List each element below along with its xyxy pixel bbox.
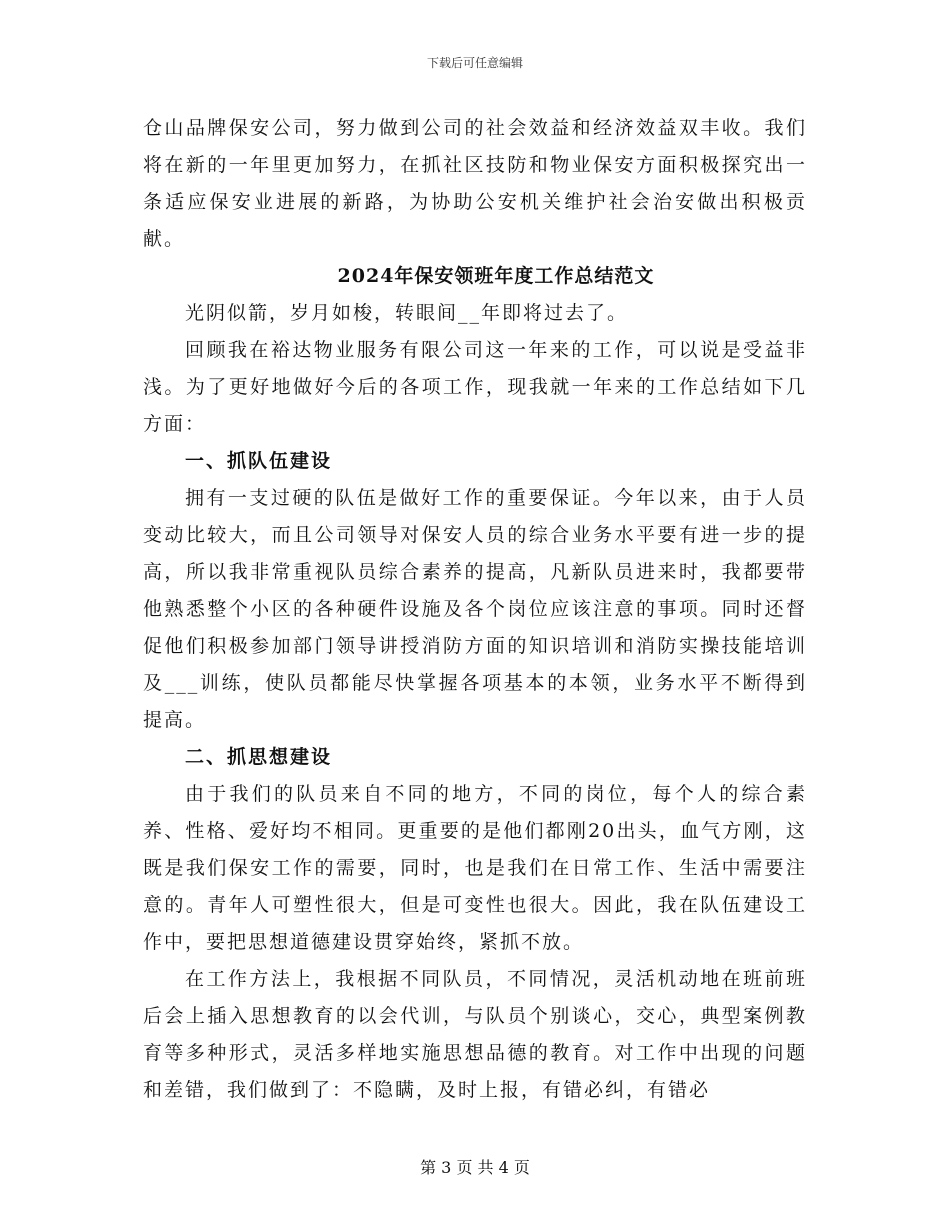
section-paragraph: 在工作方法上，我根据不同队员，不同情况，灵活机动地在班前班后会上插入思想教育的以会代训，与队员个别谈心，交心，典型案例教育等多种形式，灵活多样地实施思想品德的教育。对工作中出现的问题和差错，我们做到了：不隐瞒，及时上报，有错必纠，有错必 (143, 968, 807, 1101)
document-title: 2024年保安领班年度工作总结范文 (337, 265, 655, 287)
section-paragraph: 拥有一支过硬的队伍是做好工作的重要保证。今年以来，由于人员变动比较大，而且公司领导对保安人员的综合业务水平要有进一步的提高，所以我非常重视队员综合素养的提高，凡新队员进来时，我都要带他熟悉整个小区的各种硬件设施及各个岗位应该注意的事项。同时还督促他们积极参加部门领导讲授消防方面的知识培训和消防实操技能培训及___训练，使队员都能尽快掌握各项基本的本领，业务水平不断得到提高。 (143, 487, 807, 731)
section-heading: 一、抓队伍建设 (185, 450, 333, 472)
document-body (143, 110, 807, 1109)
page-number: 第 3 页 共 4 页 (420, 1158, 530, 1177)
intro-paragraph: 光阴似箭，岁月如梭，转眼间__年即将过去了。 (185, 302, 629, 324)
section-paragraph: 由于我们的队员来自不同的地方，不同的岗位，每个人的综合素养、性格、爱好均不相同。更重要的是他们都刚20出头，血气方刚，这既是我们保安工作的需要，同时，也是我们在日常工作、生活中需要注意的。青年人可塑性很大，但是可变性也很大。因此，我在队伍建设工作中，要把思想道德建设贯穿始终，紧抓不放。 (143, 783, 807, 953)
header-note: 下载后可任意编辑 (426, 56, 523, 70)
section-heading: 二、抓思想建设 (185, 746, 333, 768)
intro-paragraph: 回顾我在裕达物业服务有限公司这一年来的工作，可以说是受益非浅。为了更好地做好今后的各项工作，现我就一年来的工作总结如下几方面： (143, 339, 807, 435)
continued-paragraph: 仓山品牌保安公司，努力做到公司的社会效益和经济效益双丰收。我们将在新的一年里更加努力，在抓社区技防和物业保安方面积极探究出一条适应保安业进展的新路，为协助公安机关维护社会治安做出积极贡献。 (143, 117, 807, 250)
